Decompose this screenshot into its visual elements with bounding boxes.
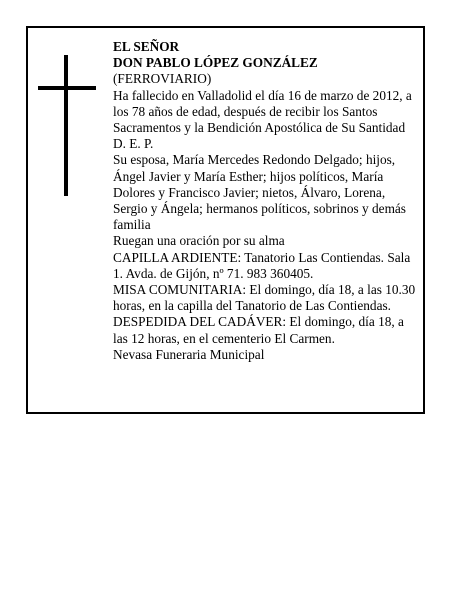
funeral-home: Nevasa Funeraria Municipal [113, 346, 265, 362]
chapel-info: CAPILLA ARDIENTE: Tanatorio Las Contiendas. Sala 1. Avda. de Gijón, nº 71. 983 360405. [113, 249, 411, 281]
rip: D. E. P. [113, 136, 154, 152]
prayer-request: Ruegan una oración por su alma [113, 233, 285, 249]
obituary-text [113, 39, 418, 363]
deceased-name: DON PABLO LÓPEZ GONZÁLEZ [113, 55, 318, 71]
farewell-info: DESPEDIDA DEL CADÁVER: El domingo, día 18, a las 12 horas, en el cementerio El Carmen. [113, 314, 404, 346]
title-line-1: EL SEÑOR [113, 39, 180, 54]
occupation: (FERROVIARIO) [113, 71, 212, 87]
family-list: Su esposa, María Mercedes Redondo Delgado; hijos, Ángel Javier y María Esther; hijos políticos, María Dolores y Francisco Javier; nietos, Álvaro, Lorena, Sergio y Ángela; hermanos políticos, sobrinos y demás familia [113, 152, 406, 233]
mass-info: MISA COMUNITARIA: El domingo, día 18, a las 10.30 horas, en la capilla del Tanatorio de Las Contiendas. [113, 282, 416, 314]
announcement: Ha fallecido en Valladolid el día 16 de marzo de 2012, a los 78 años de edad, después de recibir los Santos Sacramentos y la Bendición Apostólica de Su Santidad [113, 87, 412, 136]
